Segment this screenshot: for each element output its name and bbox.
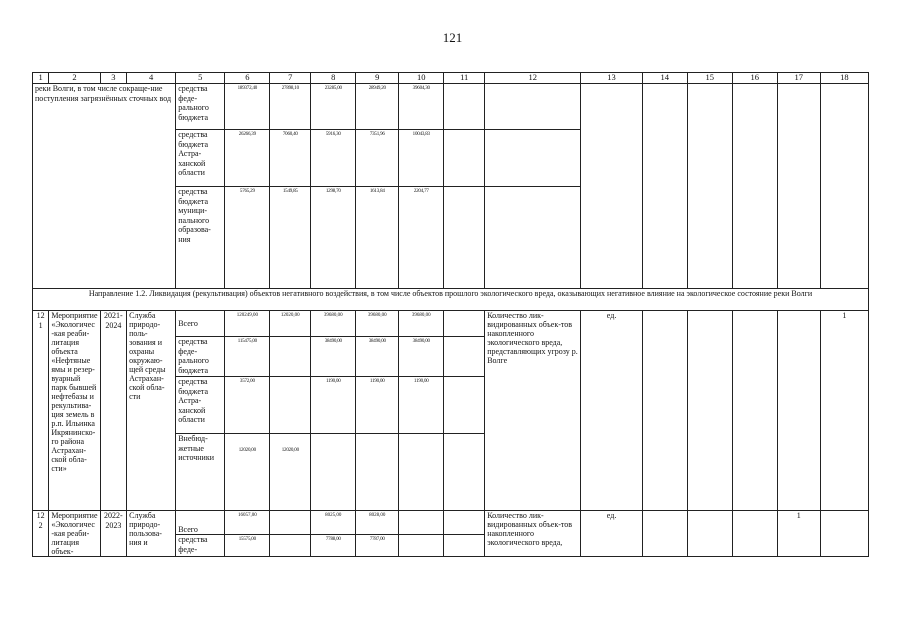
value-cell <box>270 377 311 434</box>
value-cell: 5916,30 <box>311 130 356 187</box>
column-header: 12 <box>485 73 581 84</box>
value-cell: 189372,40 <box>225 84 270 130</box>
measure-period: 2022-2023 <box>100 511 127 557</box>
value-cell: 3572,00 <box>225 377 270 434</box>
value-cell: 2204,77 <box>399 187 444 289</box>
value-cell <box>270 535 311 557</box>
indicator-value-14 <box>687 311 732 511</box>
funding-source: средства бюджета Астра-ханской области <box>176 377 225 434</box>
funding-source: средства бюджета Астра-ханской области <box>176 130 225 187</box>
value-cell <box>356 434 399 511</box>
empty-cell <box>444 337 485 377</box>
indicator-value-13 <box>642 311 687 511</box>
measure-period: 2021-2024 <box>100 311 127 511</box>
value-cell <box>311 434 356 511</box>
empty-cell <box>485 130 581 187</box>
column-header: 9 <box>356 73 399 84</box>
value-cell <box>399 434 444 511</box>
value-cell <box>399 535 444 557</box>
measure-executor: Служба природо-пользова-ния и <box>127 511 176 557</box>
measure-name: реки Волги, в том числе сокраще-ние поступления загрязнённых сточных вод <box>33 84 176 289</box>
measure-name: Мероприятие «Экологичес-кая реаби-литация объекта «Нефтяные ямы и резер-вуарный парк бывшей нефтебазы и рекультива-ция земель в р.п. Ильинка Икрянинско-го района Астрахан-ской обла-сти» <box>49 311 100 511</box>
empty-cell <box>444 311 485 337</box>
value-cell: 12020,00 <box>225 434 270 511</box>
empty-cell <box>777 84 820 289</box>
value-cell <box>399 511 444 535</box>
value-cell: 7788,00 <box>311 535 356 557</box>
column-header: 18 <box>820 73 868 84</box>
empty-cell <box>444 377 485 434</box>
indicator-value-16: 1 <box>777 511 820 557</box>
column-number-row <box>33 73 869 84</box>
empty-cell <box>444 84 485 130</box>
funding-source: Всего <box>176 311 225 337</box>
value-cell: 7060,40 <box>270 130 311 187</box>
empty-cell <box>444 130 485 187</box>
table-row <box>33 84 869 130</box>
value-cell: 39604,30 <box>399 84 444 130</box>
empty-cell <box>820 84 868 289</box>
indicator-unit: ед. <box>581 311 642 511</box>
empty-cell <box>485 84 581 130</box>
value-cell: 39680,00 <box>399 311 444 337</box>
column-header: 5 <box>176 73 225 84</box>
column-header: 6 <box>225 73 270 84</box>
empty-cell <box>444 187 485 289</box>
value-cell <box>270 337 311 377</box>
table-row <box>33 311 869 337</box>
value-cell: 1190,00 <box>311 377 356 434</box>
funding-source: средства феде-рального бюджета <box>176 84 225 130</box>
value-cell: 39680,00 <box>311 311 356 337</box>
column-header: 14 <box>642 73 687 84</box>
empty-cell <box>820 511 868 557</box>
value-cell: 8025,00 <box>311 511 356 535</box>
empty-cell <box>642 511 687 557</box>
column-header: 15 <box>687 73 732 84</box>
column-header: 11 <box>444 73 485 84</box>
column-header: 4 <box>127 73 176 84</box>
empty-cell <box>687 84 732 289</box>
value-cell: 1613,84 <box>356 187 399 289</box>
empty-cell <box>444 535 485 557</box>
funding-source: Внебюд-жетные источники <box>176 434 225 511</box>
value-cell: 10043,83 <box>399 130 444 187</box>
value-cell: 15575,00 <box>225 535 270 557</box>
value-cell: 39680,00 <box>356 311 399 337</box>
value-cell: 16057,00 <box>225 511 270 535</box>
value-cell: 12020,00 <box>270 311 311 337</box>
value-cell: 26266,39 <box>225 130 270 187</box>
empty-cell <box>444 511 485 535</box>
empty-cell <box>642 84 687 289</box>
column-header: 1 <box>33 73 49 84</box>
measure-number: 122 <box>33 511 49 557</box>
empty-cell <box>485 187 581 289</box>
value-cell: 38490,00 <box>399 337 444 377</box>
value-cell: 1298,70 <box>311 187 356 289</box>
empty-cell <box>581 84 642 289</box>
table-row <box>33 511 869 535</box>
column-header: 8 <box>311 73 356 84</box>
measure-number: 121 <box>33 311 49 511</box>
value-cell: 38490,00 <box>311 337 356 377</box>
funding-source: средства феде-рального бюджета <box>176 337 225 377</box>
measure-executor: Служба природо-поль-зования и охраны окружаю-щей среды Астрахан-ской обла-сти <box>127 311 176 511</box>
section-row <box>33 289 869 311</box>
funding-source: средства бюджета муници-пального образова-ния <box>176 187 225 289</box>
empty-cell <box>444 434 485 511</box>
value-cell: 7787,00 <box>356 535 399 557</box>
value-cell: 23285,00 <box>311 84 356 130</box>
value-cell: 5765,29 <box>225 187 270 289</box>
value-cell: 28949,20 <box>356 84 399 130</box>
value-cell: 115475,00 <box>225 337 270 377</box>
value-cell: 38490,00 <box>356 337 399 377</box>
value-cell: 27898,10 <box>270 84 311 130</box>
value-cell <box>270 511 311 535</box>
program-table <box>32 72 869 557</box>
column-header: 16 <box>732 73 777 84</box>
measure-name: Мероприятие «Экологичес-кая реаби-литация объек- <box>49 511 100 557</box>
indicator-name: Количество лик-видированных объек-тов накопленного экологического вреда, представляющих угрозу р. Волге <box>485 311 581 511</box>
value-cell: 1549,85 <box>270 187 311 289</box>
empty-cell <box>687 511 732 557</box>
value-cell: 1190,00 <box>356 377 399 434</box>
empty-cell <box>732 84 777 289</box>
column-header: 17 <box>777 73 820 84</box>
value-cell: 120249,00 <box>225 311 270 337</box>
value-cell: 8028,00 <box>356 511 399 535</box>
value-cell: 12020,00 <box>270 434 311 511</box>
indicator-name: Количество лик-видированных объек-тов накопленного экологического вреда, <box>485 511 581 557</box>
value-cell: 7351,96 <box>356 130 399 187</box>
column-header: 13 <box>581 73 642 84</box>
column-header: 3 <box>100 73 127 84</box>
column-header: 10 <box>399 73 444 84</box>
column-header: 7 <box>270 73 311 84</box>
funding-source: Всего <box>176 511 225 535</box>
funding-source: средства феде- <box>176 535 225 557</box>
indicator-value-17: 1 <box>820 311 868 511</box>
column-header: 2 <box>49 73 100 84</box>
value-cell: 1190,00 <box>399 377 444 434</box>
section-title: Направление 1.2. Ликвидация (рекультивация) объектов негативного воздействия, в том числе объектов прошлого экологического вреда, оказывающих негативное влияние на экологическое состояние реки Волги <box>33 289 869 311</box>
empty-cell <box>732 511 777 557</box>
indicator-value-15 <box>732 311 777 511</box>
indicator-unit: ед. <box>581 511 642 557</box>
page-number: 121 <box>442 30 463 45</box>
indicator-value-16 <box>777 311 820 511</box>
